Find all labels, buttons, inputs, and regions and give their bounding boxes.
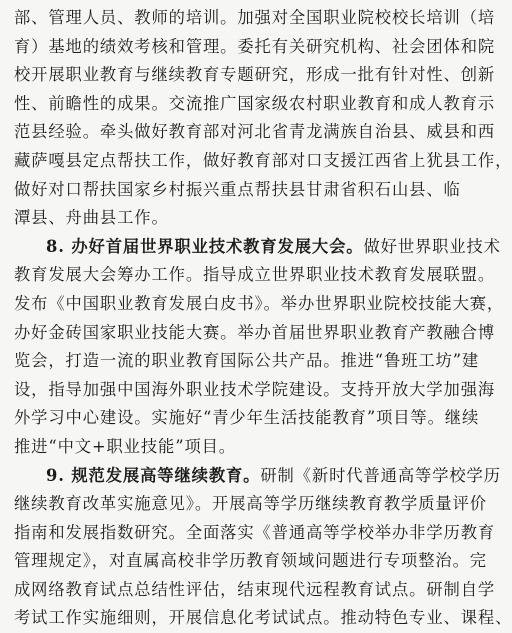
text-line (14, 576, 496, 605)
body-text: 育）基地的绩效考核和管理。委托有关研究机构、社会团体和院 (14, 36, 496, 56)
body-text: 办好金砖国家职业技能大赛。举办首届世界职业教育产教融合博 (14, 322, 496, 342)
body-text: 性、前瞻性的成果。交流推广国家级农村职业教育和成人教育示 (14, 93, 496, 113)
body-text: 考试工作实施细则，开展信息化考试试点。推动特色专业、课程、 (14, 608, 512, 628)
text-line (14, 118, 496, 147)
text-line (14, 604, 512, 633)
text-line (14, 204, 465, 233)
text-line (14, 319, 496, 348)
text-line (14, 233, 501, 262)
text-line (14, 147, 512, 176)
body-text: 做好世界职业技术 (363, 236, 501, 256)
text-line (14, 4, 496, 33)
body-text: 部、管理人员、教师的培训。加强对全国职业院校校长培训（培 (14, 8, 496, 27)
body-text: 教育发展大会筹办工作。指导成立世界职业技术教育发展联盟。 (14, 265, 496, 285)
section-heading-text: 9. 规范发展高等继续教育。 (46, 465, 261, 485)
text-line (14, 33, 496, 62)
body-text: 研制《新时代普通高等学校学历 (260, 465, 501, 485)
body-text: 推进“中文+职业技能”项目。 (14, 436, 236, 456)
body-text: 览会，打造一流的职业教育国际公共产品。推进“鲁班工坊”建 (14, 351, 480, 371)
body-text: 范县经验。牵头做好教育部对河北省青龙满族自治县、威县和西 (14, 122, 496, 142)
body-text: 发布《中国职业教育发展白皮书》。举办世界职业院校技能大赛， (14, 293, 505, 313)
body-text: 指南和发展指数研究。全面落实《普通高等学校举办非学历教育 (14, 522, 496, 542)
text-line (14, 290, 505, 319)
body-text: 潭县、舟曲县工作。 (14, 208, 169, 228)
text-line (14, 433, 465, 462)
text-line (14, 261, 496, 290)
text-line (14, 490, 487, 519)
text-line (14, 462, 501, 491)
text-line (14, 61, 496, 90)
body-text: 成网络教育试点总结性评估，结束现代远程教育试点。研制自学 (14, 579, 496, 599)
text-line (14, 376, 496, 405)
text-line (14, 90, 496, 119)
body-text: 外学习中心建设。实施好“青少年生活技能教育”项目等。继续 (14, 408, 480, 428)
text-line (14, 547, 487, 576)
text-line (14, 176, 465, 205)
body-text: 继续教育改革实施意见》。开展高等学历继续教育教学质量评价 (14, 494, 487, 514)
body-text: 做好对口帮扶国家乡村振兴重点帮扶县甘肃省积石山县、临 (14, 179, 461, 199)
text-line (14, 404, 480, 433)
text-line (14, 347, 480, 376)
body-text: 设，指导加强中国海外职业技术学院建设。支持开放大学加强海 (14, 379, 496, 399)
text-line (14, 519, 496, 548)
section-heading-text: 8. 办好首届世界职业技术教育发展大会。 (46, 236, 364, 256)
body-text: 校开展职业教育与继续教育专题研究，形成一批有针对性、创新 (14, 65, 496, 85)
document-body (14, 4, 512, 633)
body-text: 藏萨嘎县定点帮扶工作，做好教育部对口支援江西省上犹县工作， (14, 150, 512, 170)
body-text: 管理规定》，对直属高校非学历教育领域问题进行专项整治。完 (14, 551, 487, 571)
